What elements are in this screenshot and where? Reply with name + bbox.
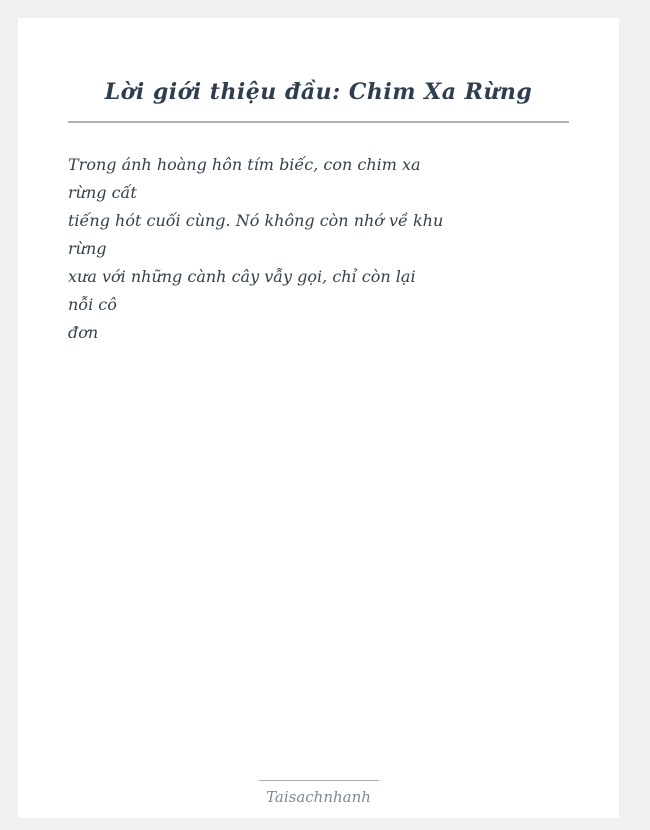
title-divider xyxy=(68,121,569,123)
body-line: đơn xyxy=(68,322,99,342)
footer-divider xyxy=(259,780,379,781)
page-content xyxy=(18,78,619,347)
page-footer xyxy=(18,780,619,808)
body-line: rừng xyxy=(68,238,107,258)
body-line: rừng cất xyxy=(68,182,137,202)
footer-signature: Taisachnhanh xyxy=(266,788,371,806)
body-line: nỗi cô xyxy=(68,294,117,314)
body-line: xưa với những cành cây vẫy gọi, chỉ còn lại xyxy=(68,266,416,286)
body-line: Trong ánh hoàng hôn tím biếc, con chim xa xyxy=(68,154,421,174)
page-title: Lời giới thiệu đầu: Chim Xa Rừng xyxy=(104,79,533,105)
body-paragraph xyxy=(68,151,569,347)
document-page xyxy=(18,18,619,818)
body-line: tiếng hót cuối cùng. Nó không còn nhớ về khu xyxy=(68,210,444,230)
